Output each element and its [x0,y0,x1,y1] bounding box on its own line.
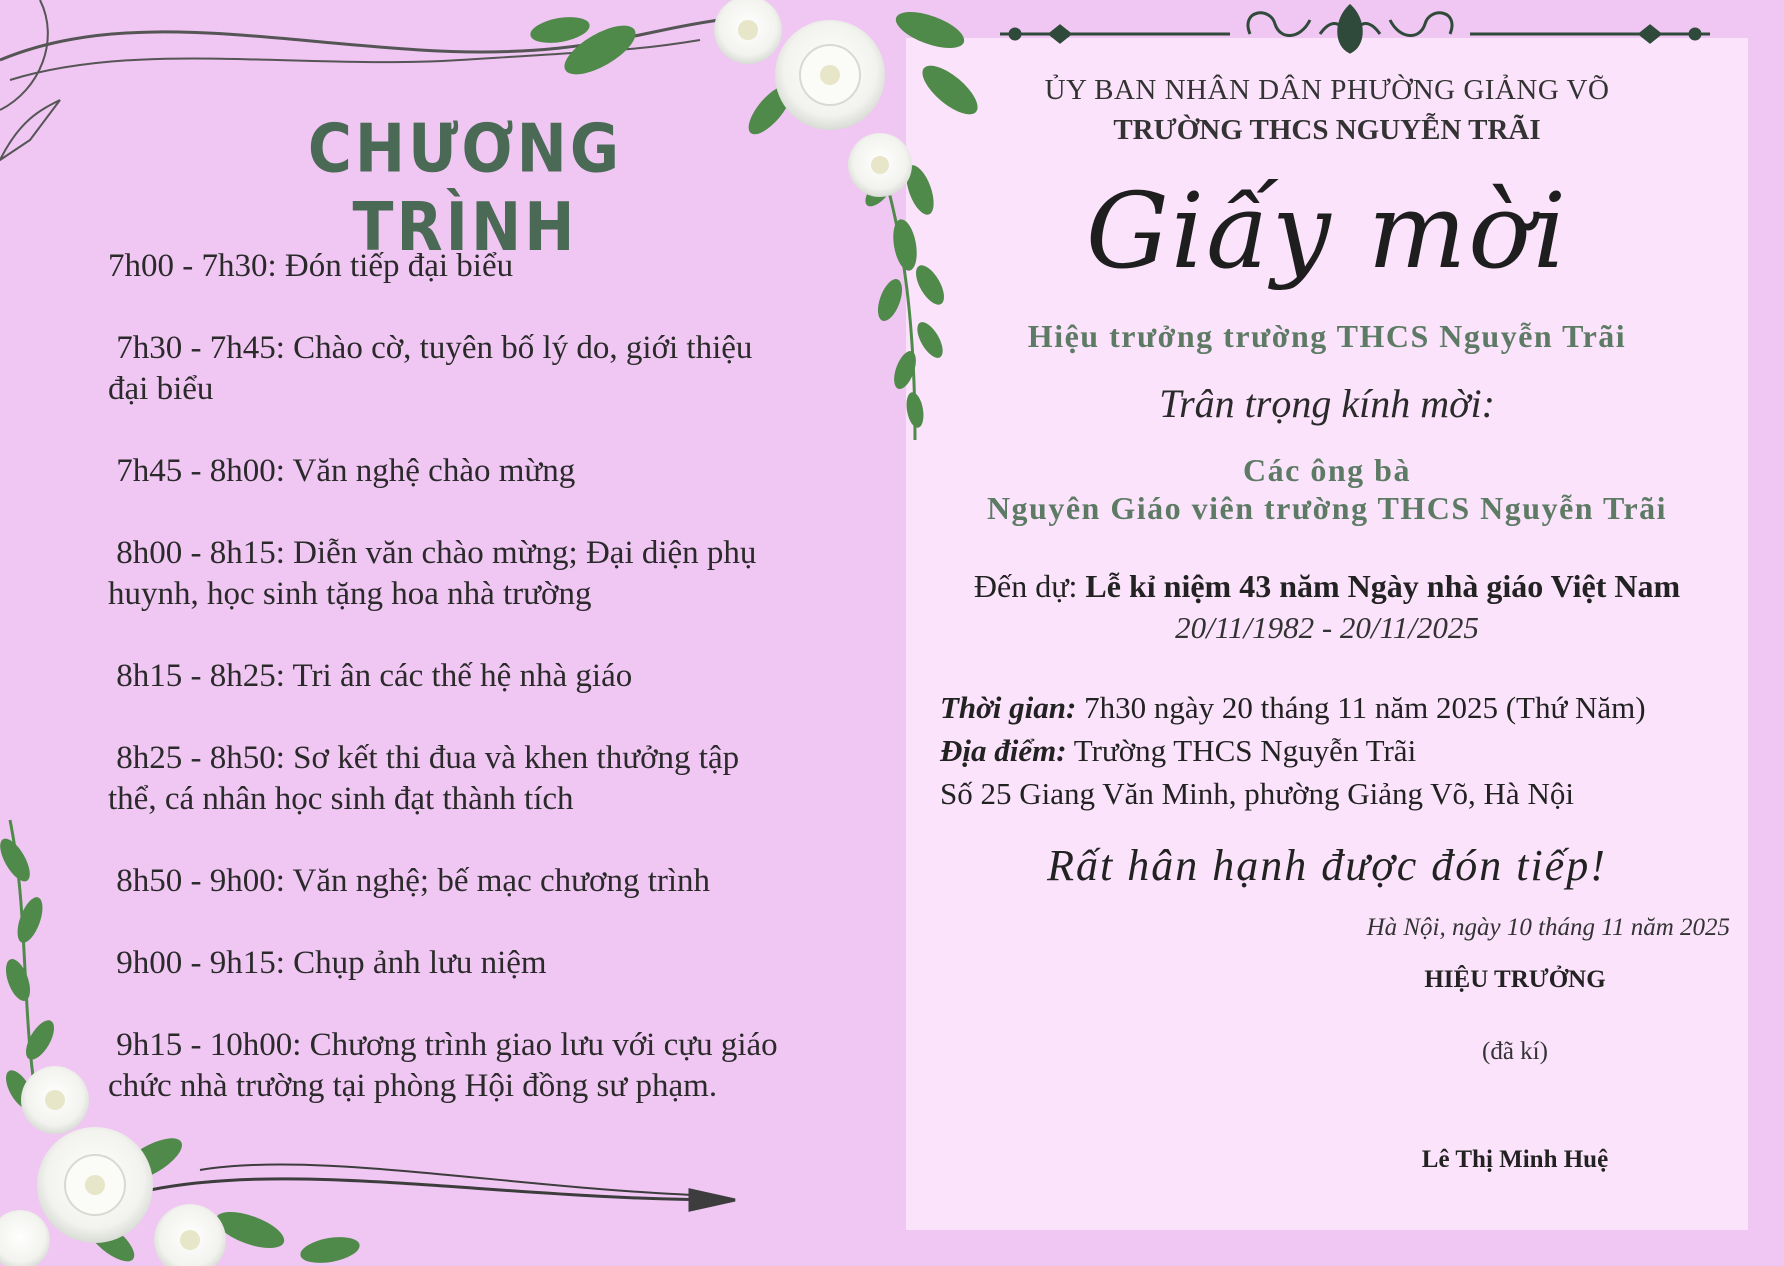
event-name: Lễ kỉ niệm 43 năm Ngày nhà giáo Việt Nam [1085,568,1681,604]
signing-date: Hà Nội, ngày 10 tháng 11 năm 2025 [1366,914,1730,941]
time-value: 7h30 ngày 20 tháng 11 năm 2025 (Thứ Năm) [1076,690,1646,725]
event-prefix: Đến dự: [973,568,1086,604]
schedule-item: 7h00 - 7h30: Đón tiếp đại biểu [108,248,514,284]
address: Số 25 Giang Văn Minh, phường Giảng Võ, Hà Nội [940,776,1574,811]
invitation-title: Giấy mời [1085,170,1569,292]
bottom-left-swoosh [150,1164,735,1210]
schedule-item: 9h00 - 9h15: Chụp ảnh lưu niệm [108,945,547,981]
event-dates: 20/11/1982 - 20/11/2025 [1175,610,1479,645]
signer-title: HIỆU TRƯỞNG [1424,966,1606,993]
white-rose-flower-icon [714,0,912,197]
place-row [940,729,1740,772]
schedule-item: 7h30 - 7h45: Chào cờ, tuyên bố lý do, giới thiệu đại biểu [108,330,753,407]
place-value: Trường THCS Nguyễn Trãi [1066,733,1417,768]
school-name: TRƯỜNG THCS NGUYỄN TRÃI [1113,114,1541,146]
event-details [940,686,1740,815]
event-line [906,568,1748,605]
respectfully-invite: Trân trọng kính mời: [1159,381,1495,426]
schedule-item: 8h00 - 8h15: Diễn văn chào mừng; Đại diện phụ huynh, học sinh tặng hoa nhà trường [108,535,757,612]
schedule-item: 7h45 - 8h00: Văn nghệ chào mừng [108,453,576,489]
schedule-item: 8h25 - 8h50: Sơ kết thi đua và khen thưởng tập thể, cá nhân học sinh đạt thành tích [108,740,740,817]
time-label: Thời gian: [940,690,1077,725]
organization-name: ỦY BAN NHÂN DÂN PHƯỜNG GIẢNG VÕ [1044,74,1610,106]
time-row [940,686,1740,729]
host-line: Hiệu trưởng trường THCS Nguyễn Trãi [1027,318,1627,354]
program-title: CHƯƠNG TRÌNH [307,110,623,267]
signed-note: (đã kí) [1482,1038,1548,1065]
place-label: Địa điểm: [940,733,1067,768]
schedule-item: 8h15 - 8h25: Tri ân các thế hệ nhà giáo [108,658,633,694]
schedule-item: 9h15 - 10h00: Chương trình giao lưu với cựu giáo chức nhà trường tại phòng Hội đồng sư phạm. [108,1027,778,1104]
program-schedule-list [108,246,888,1148]
schedule-item: 8h50 - 9h00: Văn nghệ; bế mạc chương trình [108,863,711,899]
guests-line-2: Nguyên Giáo viên trường THCS Nguyễn Trãi [986,490,1668,526]
guests-line-1: Các ông bà [1243,452,1411,488]
welcome-message: Rất hân hạnh được đón tiếp! [1047,841,1607,890]
signer-name: Lê Thị Minh Huệ [1421,1146,1609,1173]
flourish-ornament [1000,6,1710,52]
